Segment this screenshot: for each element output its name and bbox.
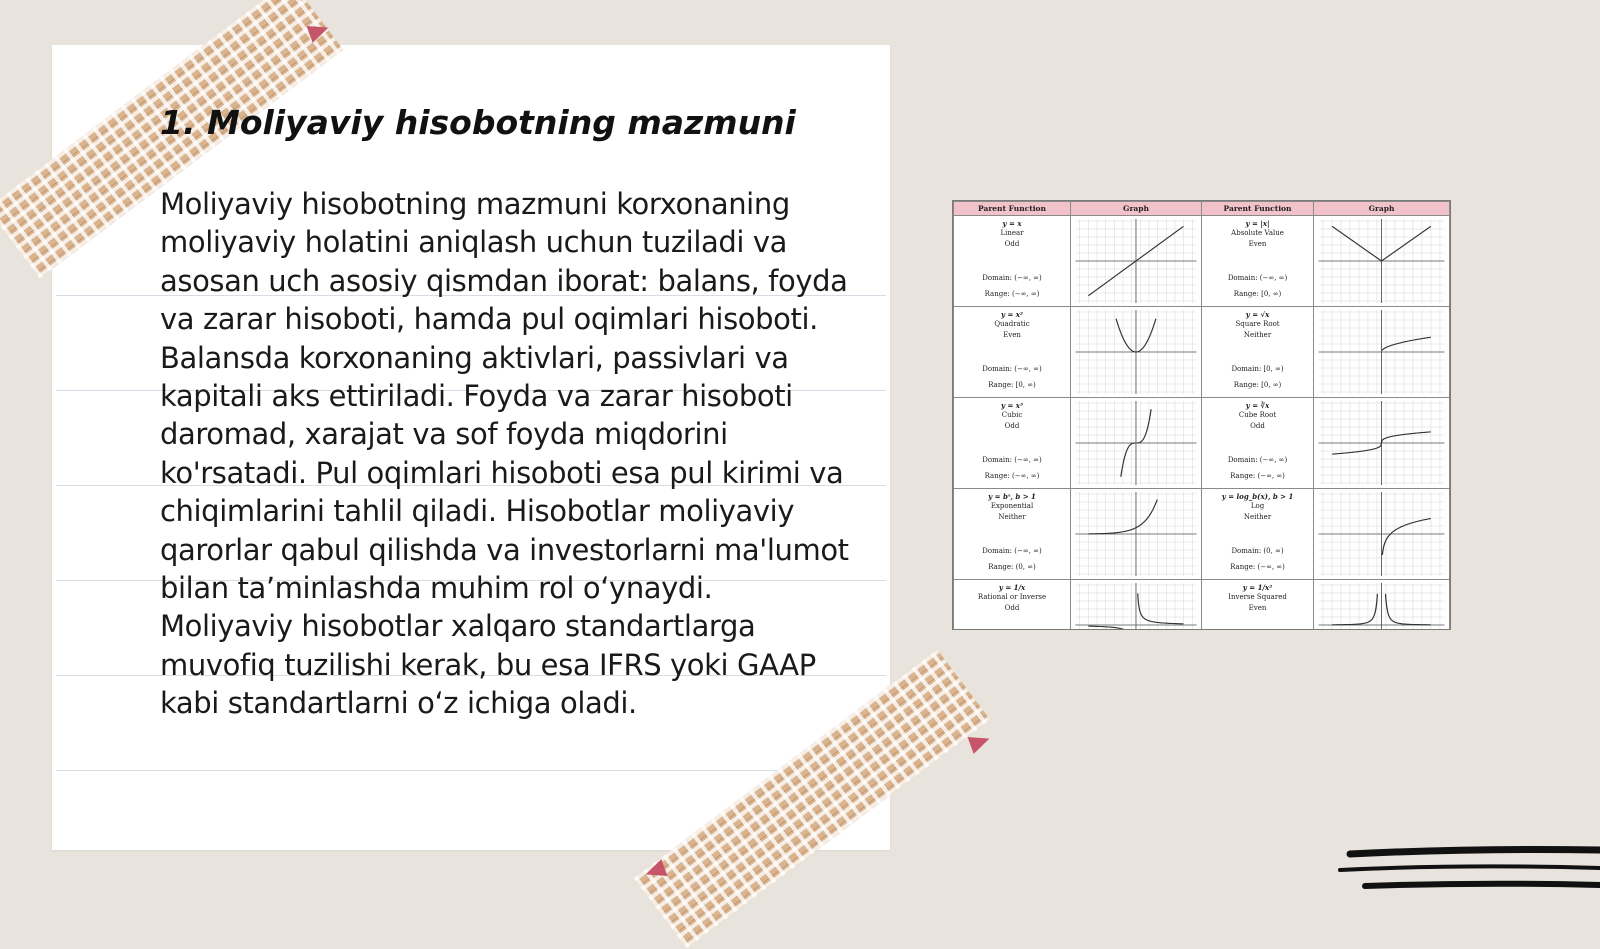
function-graph-cell [1314, 580, 1450, 631]
function-name: Cubic [1001, 411, 1023, 419]
table-row [954, 580, 1450, 631]
function-info-cell [1201, 489, 1313, 580]
function-range: Range: [0, ∞) [988, 381, 1036, 389]
function-graph [1314, 216, 1449, 306]
header-graph: Graph [1314, 202, 1450, 216]
header-parent-function: Parent Function [954, 202, 1071, 216]
function-name: Linear [1000, 229, 1024, 237]
header-parent-function: Parent Function [1201, 202, 1313, 216]
function-info-cell [954, 489, 1071, 580]
function-domain: Domain: (−∞, ∞) [982, 547, 1042, 555]
function-graph [1071, 307, 1201, 397]
function-name: Log [1250, 502, 1265, 510]
function-domain: Domain: (−∞, ∞) [1227, 274, 1288, 282]
function-equation: y = |x| [1245, 219, 1270, 228]
function-graph-cell [1071, 398, 1202, 489]
function-info-cell [954, 307, 1071, 398]
table-row [954, 216, 1450, 307]
function-domain: Domain: [0, ∞) [1231, 365, 1284, 373]
function-graph-cell [1071, 489, 1202, 580]
function-graph-cell [1071, 307, 1202, 398]
function-parity: Even [1248, 604, 1267, 612]
function-graph [1071, 489, 1201, 579]
function-name: Inverse Squared [1228, 593, 1287, 601]
function-graph [1071, 580, 1201, 630]
function-domain: Domain: (0, ∞) [1231, 547, 1284, 555]
function-graph [1314, 307, 1449, 397]
function-range: Range: (−∞, ∞) [1230, 472, 1285, 480]
header-graph: Graph [1071, 202, 1202, 216]
function-info-cell [1201, 398, 1313, 489]
function-domain: Domain: (−∞, ∞) [982, 456, 1042, 464]
function-graph-cell [1071, 216, 1202, 307]
function-parity: Odd [1004, 604, 1020, 612]
function-equation: y = √x [1245, 310, 1270, 319]
function-domain: Domain: (−∞, ∞) [1227, 456, 1288, 464]
function-parity: Odd [1250, 422, 1265, 430]
function-domain: Domain: (−∞, ∞) [982, 365, 1042, 373]
function-equation: y = 1/x [998, 583, 1026, 592]
function-range: Range: (−∞, ∞) [984, 472, 1040, 480]
function-range: Range: [0, ∞) [1233, 290, 1282, 298]
function-parity: Neither [1243, 513, 1272, 521]
function-equation: y = 1/x² [1242, 583, 1273, 592]
paper-rule-line [56, 770, 886, 771]
function-equation: y = log_b(x), b > 1 [1221, 492, 1294, 501]
function-name: Cube Root [1238, 411, 1277, 419]
function-graph [1071, 216, 1201, 306]
slide-body-text: Moliyaviy hisobotning mazmuni korxonaning moliyaviy holatini aniqlash uchun tuziladi va asosan uch asosiy qismdan iborat: balans, foyda va zarar hisoboti, hamda pul oqimlari hisoboti. Balansda korxonaning aktivlari, passivlari va kapitali aks ettiriladi. Foyda va zarar hisoboti daromad, xarajat va sof foyda miqdorini ko'rsatadi. Pul oqimlari hisoboti esa pul kirimi va chiqimlarini tahlil qiladi. Hisobotlar moliyaviy qarorlar qabul qilishda va investorlarni ma'lumot bilan ta’minlashda muhim rol o‘ynaydi. Moliyaviy hisobotlar xalqaro standartlarga muvofiq tuzilishi kerak, bu esa IFRS yoki GAAP kabi standartlarni o‘z ichiga oladi. [160, 187, 849, 721]
function-name: Quadratic [994, 320, 1030, 328]
function-equation: y = bˣ, b > 1 [988, 492, 1036, 501]
function-equation: y = x [1002, 219, 1022, 228]
function-info-cell [954, 580, 1071, 631]
table-row [954, 307, 1450, 398]
table-row [954, 489, 1450, 580]
function-name: Rational or Inverse [977, 593, 1047, 601]
function-graph-cell [1314, 307, 1450, 398]
function-info-cell [1201, 216, 1313, 307]
parent-functions-table [952, 200, 1451, 630]
function-name: Exponential [990, 502, 1034, 510]
function-range: Range: (0, ∞) [988, 563, 1036, 571]
function-table-body [954, 216, 1450, 631]
function-graph-cell [1314, 216, 1450, 307]
table-row [954, 398, 1450, 489]
function-info-cell [954, 216, 1071, 307]
function-info-cell [1201, 580, 1313, 631]
brush-strokes-decoration [1320, 830, 1600, 900]
function-range: Range: [0, ∞) [1233, 381, 1282, 389]
function-graph [1314, 580, 1449, 630]
function-range: Range: (−∞, ∞) [984, 290, 1040, 298]
function-graph [1314, 489, 1449, 579]
slide-title: 1. Moliyaviy hisobotning mazmuni [160, 103, 796, 142]
function-parity: Neither [998, 513, 1026, 521]
function-graph-cell [1314, 489, 1450, 580]
function-equation: y = x³ [1001, 401, 1024, 410]
function-domain: Domain: (−∞, ∞) [982, 274, 1042, 282]
function-parity: Even [1248, 240, 1267, 248]
function-graph [1071, 398, 1201, 488]
function-range: Range: (−∞, ∞) [1230, 563, 1285, 571]
function-parity: Odd [1004, 240, 1020, 248]
function-parity: Neither [1243, 331, 1272, 339]
function-graph [1314, 398, 1449, 488]
function-name: Square Root [1235, 320, 1280, 328]
function-parity: Even [1003, 331, 1021, 339]
function-parity: Odd [1004, 422, 1020, 430]
function-graph-cell [1071, 580, 1202, 631]
function-equation: y = ∛x [1245, 401, 1270, 410]
function-info-cell [954, 398, 1071, 489]
function-graph-cell [1314, 398, 1450, 489]
function-name: Absolute Value [1231, 229, 1284, 237]
function-equation: y = x² [1001, 310, 1024, 319]
function-info-cell [1201, 307, 1313, 398]
